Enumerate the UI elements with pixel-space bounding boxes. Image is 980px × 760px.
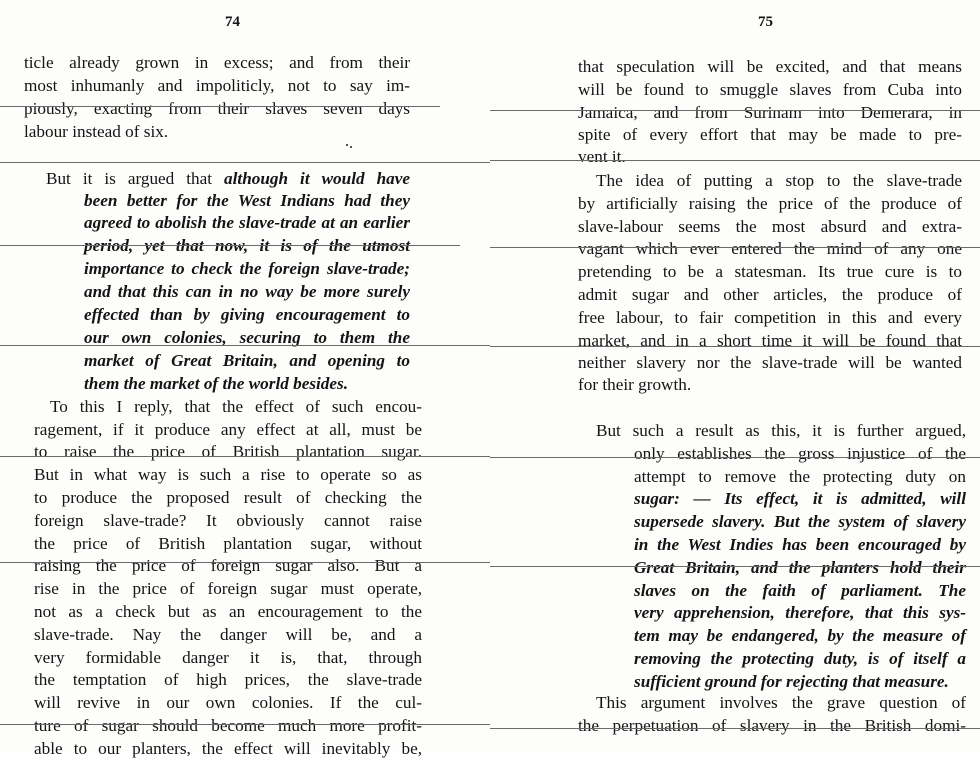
text-line: To this I reply, that the effect of such encou- [50,397,422,416]
text-line: labour instead of six. [24,122,169,141]
scan-line [490,457,980,458]
quote-line: in the West Indies has been encouraged by [634,535,966,554]
text-line: will be found to smuggle slaves from Cuba into [578,80,962,99]
text-line: will revive in our own colonies. If the cul- [34,693,422,712]
text-line: But in what way is such a rise to operate so as [34,465,422,484]
quote-line: them the market of the world besides. [84,374,349,393]
quote-line: and that this can in no way be more surely [84,282,410,301]
text-line: But such a result as this, it is further argued, [596,421,966,440]
scan-line [490,110,980,111]
quote-line: Great Britain, and the planters hold their [634,558,966,577]
text-line: slave-trade. Nay the danger will be, and a [34,625,422,644]
text-line: market, and in a short time it will be found that [578,331,962,350]
text-line: This argument involves the grave question of [596,693,966,712]
text-line: The idea of putting a stop to the slave-trade [596,171,962,190]
text-line: for their growth. [578,375,692,394]
text-line: to produce the proposed result of checking the [34,488,422,507]
text-line: ticle already grown in excess; and from their [24,53,410,72]
scan-speck [350,146,352,148]
text-line: raising the price of foreign sugar also. But a [34,556,422,575]
text-line: piously, exacting from their slaves seven days [24,99,410,118]
scan-line [0,456,490,457]
quote-line: importance to check the foreign slave-trade; [84,259,410,278]
quote-line: period, yet that now, it is of the utmost [84,236,410,255]
text-line: able to our planters, the effect will inevitably be, [34,739,422,758]
quote-line: supersede slavery. But the system of slavery [634,512,966,531]
text-line: slave-labour seems the most absurd and extra- [578,217,962,236]
text-line: pretending to be a statesman. Its true cure is to [578,262,962,281]
quote-line: removing the protecting duty, is of itself a [634,649,966,668]
quote-line: been better for the West Indians had they [84,191,410,210]
quote-start: although it would have [224,169,410,188]
quote-line: sugar: — Its effect, it is admitted, will [634,489,966,508]
left-page [0,0,490,758]
quote-line: slaves on the faith of parliament. The [634,581,966,600]
scan-line [490,346,980,347]
scan-line [0,345,490,346]
text-line: only establishes the gross injustice of the [634,444,966,463]
text-line: foreign slave-trade? It obviously cannot raise [34,511,422,530]
quote-line: very apprehension, therefore, that this sys- [634,603,966,622]
roman-text: But it is argued that although it would have [46,169,410,188]
text-line: not as a check but as an encouragement to the [34,602,422,621]
scan-speck [346,144,348,146]
text-line: rise in the price of foreign sugar must operate, [34,579,422,598]
quote-line: sufficient ground for rejecting that measure. [634,672,949,691]
scan-line [0,245,460,246]
text-line: most inhumanly and impoliticly, not to say im- [24,76,410,95]
text-line [46,168,410,190]
text-line: the perpetuation of slavery in the British domi- [578,716,966,735]
text-line: the price of British plantation sugar, without [34,534,422,553]
page-number: 74 [225,14,240,30]
scan-line [490,728,980,729]
text-line: ragement, if it produce any effect at all, must be [34,420,422,439]
scan-line [490,247,980,248]
text-line: spite of every effort that may be made to pre- [578,125,962,144]
text-line: that speculation will be excited, and that means [578,57,962,76]
text-line: very formidable danger it is, that, through [34,648,422,667]
text-line: the temptation of high prices, the slave-trade [34,670,422,689]
text-line: attempt to remove the protecting duty on [634,467,966,486]
text-line: by artificially raising the price of the produce of [578,194,962,213]
quote-line: effected than by giving encouragement to [84,305,410,324]
text-line: neither slavery nor the slave-trade will be wanted [578,353,962,372]
scan-line [0,562,490,563]
scan-line [0,106,440,107]
text-line: ture of sugar should become much more profit- [34,716,422,735]
page-number: 75 [758,14,773,30]
scan-line [0,162,490,163]
quote-line: tem may be endangered, by the measure of [634,626,966,645]
right-page [490,0,980,751]
scan-line [0,724,490,725]
scan-line [490,160,980,161]
text-line: free labour, to fair competition in this and every [578,308,962,327]
text-line: vagant which ever entered the mind of any one [578,239,962,258]
quote-line: our own colonies, securing to them the [84,328,410,347]
scan-line [490,566,980,567]
quote-line: agreed to abolish the slave-trade at an earlier [84,213,410,232]
quote-line: market of Great Britain, and opening to [84,351,410,370]
text-line: admit sugar and other articles, the produce of [578,285,962,304]
text-line: vent it. [578,147,626,166]
text-line: Jamaica, and from Surinam into Demerara, in [578,103,962,122]
text-line: to raise the price of British plantation sugar. [34,442,422,461]
